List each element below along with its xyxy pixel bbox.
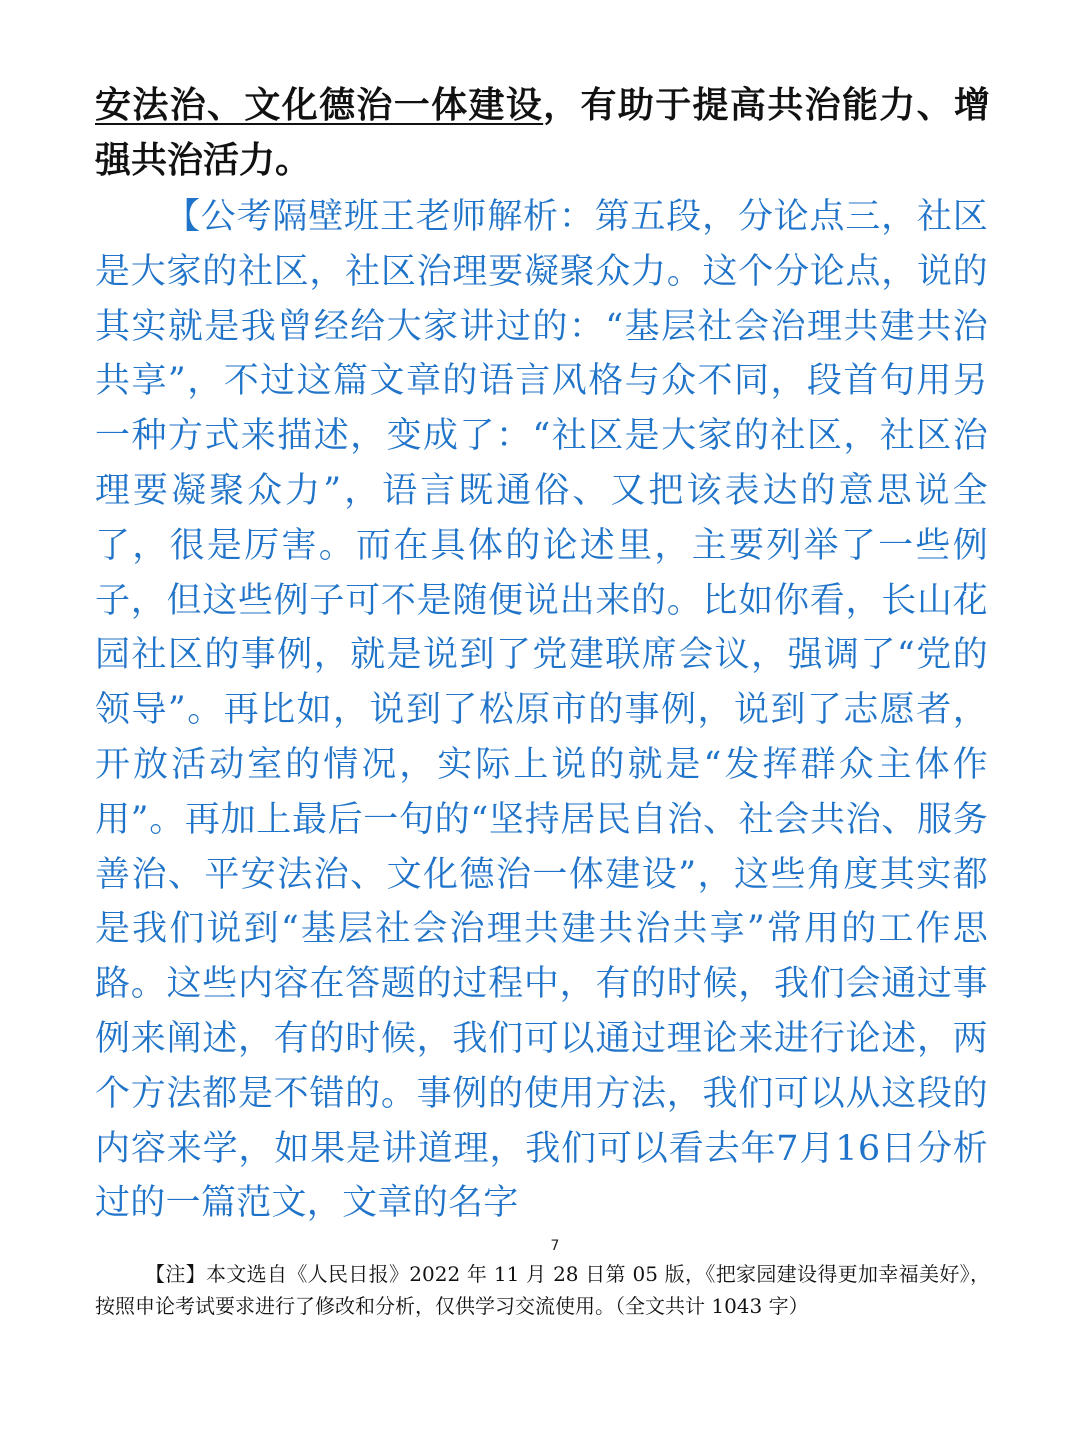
continued-paragraph-text: ，有助于提高共治能力、增强共治活力。 [95, 84, 990, 181]
source-footnote: 【注】本文选自《人民日报》2022 年 11 月 28 日第 05 版，《把家园建设得更加幸福美好》，按照申论考试要求进行了修改和分析，仅供学习交流使用。（全文共计 1043 字） [95, 1262, 990, 1318]
analysis-paragraph: 【公考隔壁班王老师解析：第五段，分论点三，社区是大家的社区，社区治理要凝聚众力。这个分论点，说的其实就是我曾经给大家讲过的：“基层社会治理共建共治共享”，不过这篇文章的语言风格与众不同，段首句用另一种方式来描述，变成了：“社区是大家的社区，社区治理要凝聚众力”，语言既通俗、又把该表达的意思说全了，很是厉害。而在具体的论述里，主要列举了一些例子，但这些例子可不是随便说出来的。比如你看，长山花园社区的事例，就是说到了党建联席会议，强调了“党的领导”。再比如，说到了松原市的事例，说到了志愿者，开放活动室的情况，实际上说的就是“发挥群众主体作用”。再加上最后一句的“坚持居民自治、社会共治、服务善治、平安法治、文化德治一体建设”，这些角度其实都是我们说到“基层社会治理共建共治共享”常用的工作思路。这些内容在答题的过程中，有的时候，我们会通过事例来阐述，有的时候，我们可以通过理论来进行论述，两个方法都是不错的。事例的使用方法，我们可以从这段的内容来学，如果是讲道理，我们可以看去年7月16日分析过的一篇范文，文章的名字 [95, 197, 988, 1224]
underlined-phrase: 安法治、文化德治一体建设 [95, 84, 544, 126]
continued-paragraph [95, 78, 990, 188]
page-number: 7 [550, 1238, 560, 1254]
